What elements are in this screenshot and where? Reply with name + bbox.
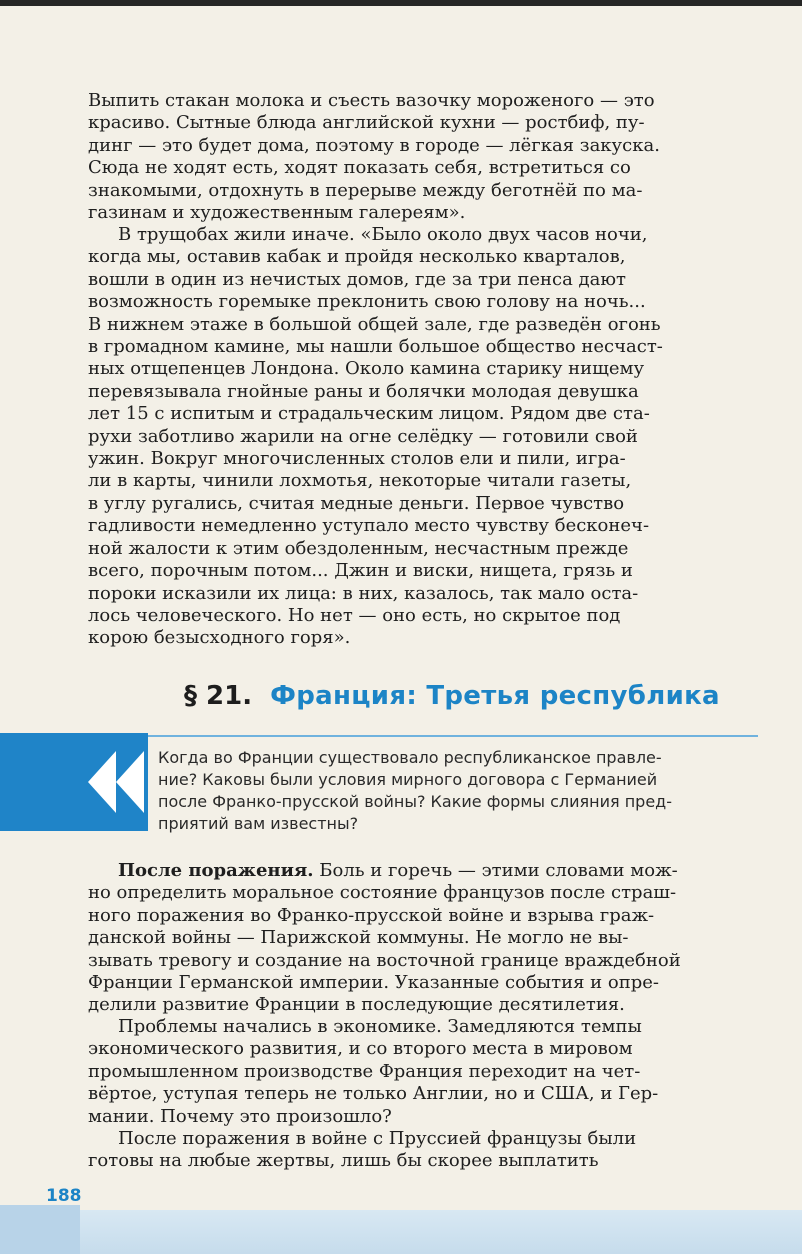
section-number: § 21. [184, 681, 253, 711]
page-number-strip [0, 1205, 80, 1254]
paragraph-1: Выпить стакан молока и съесть вазочку мороженого — это красиво. Сытные блюда английской кухни — ростбиф, пу- динг — это будет дома, поэтому в городе — лёгкая закуска. Сюда не ходят есть, ходят показать себя, встретиться со знакомыми, отдохнуть в перерыве между беготнёй по ма- газинам и художественным галереям». [88, 90, 660, 224]
section-title: Франция: Третья республика [270, 681, 720, 711]
paragraph-5: После поражения в войне с Пруссией французы были готовы на любые жертвы, лишь бы скорее выплатить [88, 1128, 637, 1172]
page-number: 188 [46, 1186, 82, 1206]
paragraph-3 [88, 860, 750, 1017]
bottom-decorative-band [0, 1210, 802, 1254]
paragraph-3-text: Боль и горечь — этими словами мож- но определить моральное состояние французов после страш- ного поражения во Франко-прусской войне и взрыва граж- данской войны — Парижской коммуны. Не могло не вы- зывать тревогу и создание на восточной границе враждебной Франции Германской империи. Указанные события и опре- делили развитие Франции в последующие десятилетия. [88, 860, 681, 1016]
subheading-after-defeat: После поражения. [118, 860, 314, 881]
rewind-double-arrow-icon [86, 747, 146, 817]
recap-divider [148, 735, 758, 737]
paragraph-4: Проблемы начались в экономике. Замедляются темпы экономического развития, и со второго места в мировом промышленном производстве Франция переходит на чет- вёртое, уступая теперь не только Англии, но и США, и Гер- мании. Почему это произошло? [88, 1016, 659, 1127]
section-heading [184, 681, 754, 711]
scan-top-edge [0, 0, 802, 6]
paragraph-2: В трущобах жили иначе. «Было около двух часов ночи, когда мы, оставив кабак и пройдя несколько кварталов, вошли в один из нечистых домов, где за три пенса дают возможность горемыке преклонить свою голову на ночь... В нижнем этаже в большой общей зале, где разведён огонь в громадном камине, мы нашли большое общество несчаст- ных отщепенцев Лондона. Около камина старику нищему перевязывала гнойные раны и болячки молодая девушка лет 15 с испитым и страдальческим лицом. Рядом две ста- рухи заботливо жарили на огне селёдку — готовили свой ужин. Вокруг многочисленных столов ели и пили, игра- ли в карты, чинили лохмотья, некоторые читали газеты, в углу ругались, считая медные деньги. Первое чувство гадливости немедленно уступало место чувству бесконеч- ной жалости к этим обездоленным, несчастным прежде всего, порочным потом... Джин и виски, нищета, грязь и пороки исказили их лица: в них, казалось, так мало оста- лось человеческого. Но нет — оно есть, но скрытое под корою безысходного горя». [88, 224, 663, 649]
recap-questions: Когда во Франции существовало республиканское правле- ние? Каковы были условия мирного договора с Германией после Франко-прусской войны? Какие формы слияния пред- приятий вам известны? [158, 748, 673, 833]
